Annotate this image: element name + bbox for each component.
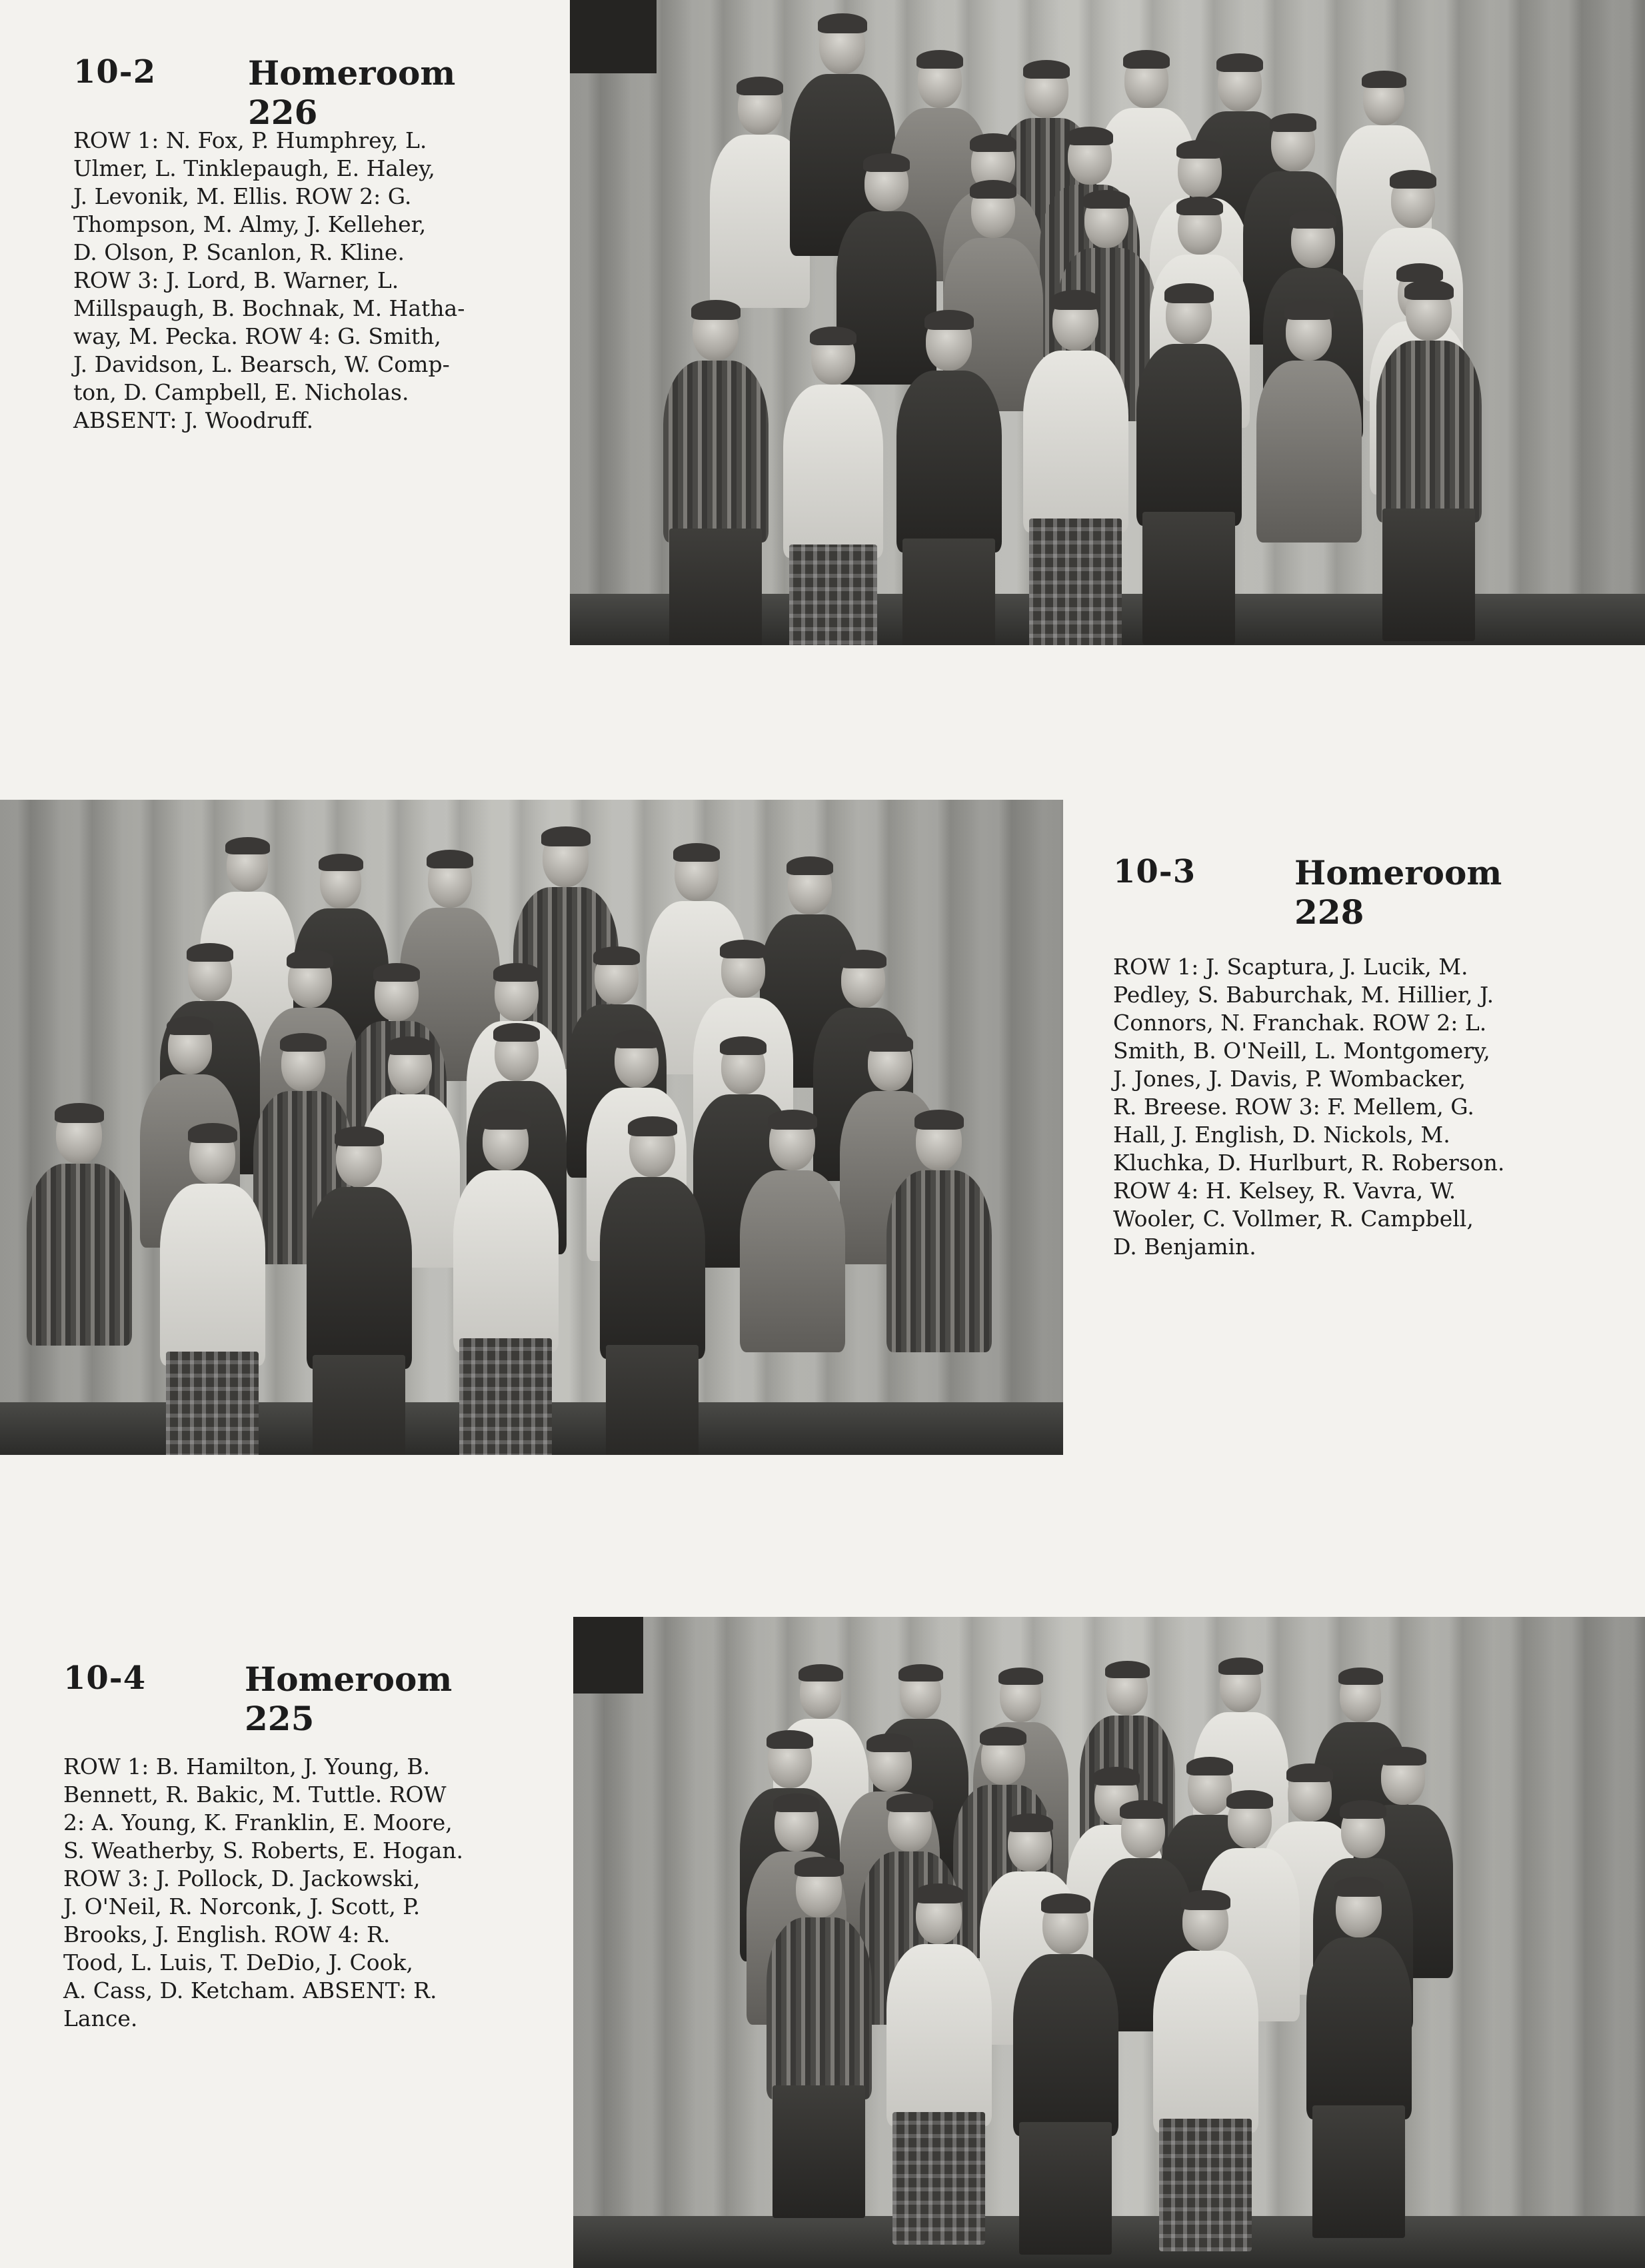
student-hair	[863, 153, 910, 172]
student-hair	[1176, 197, 1223, 215]
student-hair	[810, 327, 856, 345]
student-torso	[1306, 1937, 1412, 2119]
student-hair	[673, 843, 720, 862]
student-skirt	[1312, 2105, 1405, 2239]
names-line: Wooler, C. Vollmer, R. Campbell,	[1113, 1206, 1474, 1232]
student-hair	[541, 826, 591, 846]
student-hair	[998, 1668, 1043, 1686]
student-hair	[1006, 1813, 1053, 1832]
student-hair	[493, 963, 540, 982]
names-line: ROW 1: B. Hamilton, J. Young, B.	[63, 1753, 431, 1779]
student-hair	[970, 133, 1016, 152]
names-line: Brooks, J. English. ROW 4: R.	[63, 1921, 391, 1947]
student-hair	[167, 1016, 213, 1035]
student-hair	[1340, 1800, 1386, 1819]
names-line: J. Jones, J. Davis, P. Wombacker,	[1113, 1066, 1466, 1092]
student-hair	[187, 943, 233, 962]
student-torso	[663, 361, 769, 543]
homeroom-section-10-3	[0, 800, 1645, 1466]
student-hair	[188, 1123, 237, 1142]
student-hair	[799, 1664, 843, 1682]
names-line: Lance.	[63, 2005, 138, 2031]
student-skirt	[606, 1345, 699, 1455]
student-group	[573, 1617, 1645, 2268]
student-hair	[1218, 1658, 1263, 1676]
student-names	[73, 127, 520, 435]
student-torso	[307, 1187, 412, 1369]
names-line: 2: A. Young, K. Franklin, E. Moore,	[63, 1809, 453, 1835]
student-torso	[896, 371, 1002, 553]
student-torso	[1376, 341, 1482, 523]
student-torso	[600, 1177, 705, 1359]
student-hair	[1290, 210, 1336, 229]
student-torso	[767, 1917, 872, 2099]
student-hair	[319, 854, 363, 872]
names-line: ABSENT: J. Woodruff.	[73, 407, 314, 433]
student-hair	[795, 1857, 844, 1876]
student-hair	[886, 1793, 933, 1812]
student-torso	[453, 1170, 559, 1352]
names-line: Kluchka, D. Hurlburt, R. Roberson.	[1113, 1150, 1505, 1176]
names-line: Connors, N. Franchak. ROW 2: L.	[1113, 1010, 1487, 1036]
student-hair	[1404, 280, 1454, 299]
names-line: D. Olson, P. Scanlon, R. Kline.	[73, 239, 405, 265]
names-line: Thompson, M. Almy, J. Kelleher,	[73, 211, 427, 237]
student-hair	[840, 950, 886, 968]
student-hair	[768, 1110, 817, 1129]
student-hair	[916, 50, 963, 69]
student-hair	[980, 1727, 1026, 1745]
names-line: Smith, B. O'Neill, L. Montgomery,	[1113, 1038, 1490, 1064]
section-number: 10-4	[63, 1660, 147, 1697]
student-skirt	[459, 1338, 552, 1455]
student-hair	[613, 1030, 660, 1048]
student-hair	[720, 940, 767, 958]
class-photo	[573, 1617, 1645, 2268]
homeroom-title: Homeroom 228	[1294, 853, 1502, 932]
student-torso	[1023, 351, 1128, 533]
student-hair	[1051, 290, 1100, 309]
student-torso	[886, 1170, 992, 1352]
class-photo	[0, 800, 1063, 1455]
student-hair	[1226, 1790, 1273, 1809]
student-hair	[691, 300, 741, 319]
student-hair	[767, 1730, 813, 1749]
student-hair	[914, 1110, 964, 1129]
student-hair	[1023, 60, 1070, 79]
names-line: Ulmer, L. Tinklepaugh, E. Haley,	[73, 155, 435, 181]
class-photo	[570, 0, 1645, 645]
student-hair	[280, 1033, 327, 1052]
student-hair	[1105, 1661, 1150, 1679]
names-line: Bennett, R. Bakic, M. Tuttle. ROW	[63, 1781, 447, 1807]
names-line: Pedley, S. Baburchak, M. Hillier, J.	[1113, 982, 1494, 1008]
student-skirt	[1142, 512, 1235, 645]
student-hair	[1396, 263, 1443, 282]
student-hair	[787, 856, 833, 875]
names-line: Hall, J. English, D. Nickols, M.	[1113, 1122, 1450, 1148]
student-hair	[924, 310, 974, 329]
student-skirt	[166, 1352, 259, 1455]
student-hair	[55, 1103, 104, 1122]
student-hair	[1181, 1890, 1230, 1909]
section-number: 10-3	[1113, 853, 1196, 890]
student-hair	[773, 1793, 820, 1812]
student-hair	[1123, 50, 1170, 69]
student-hair	[335, 1126, 384, 1146]
student-hair	[287, 950, 333, 968]
names-line: ROW 1: N. Fox, P. Humphrey, L.	[73, 127, 427, 153]
names-line: ROW 1: J. Scaptura, J. Lucik, M.	[1113, 954, 1468, 980]
names-line: way, M. Pecka. ROW 4: G. Smith,	[73, 323, 441, 349]
student-skirt	[892, 2112, 985, 2245]
student-torso	[1153, 1951, 1258, 2133]
student-hair	[720, 1036, 767, 1055]
student-hair	[818, 13, 867, 33]
homeroom-title: Homeroom 225	[245, 1660, 453, 1738]
student-hair	[1093, 1767, 1140, 1785]
student-hair	[1120, 1800, 1166, 1819]
names-line: D. Benjamin.	[1113, 1234, 1256, 1260]
student-skirt	[1159, 2119, 1252, 2252]
student-hair	[387, 1036, 433, 1055]
student-hair	[1164, 283, 1214, 303]
student-group	[0, 800, 1063, 1455]
student-hair	[1284, 300, 1334, 319]
names-line: J. Davidson, L. Bearsch, W. Comp-	[73, 351, 450, 377]
student-torso	[1013, 1954, 1118, 2136]
student-torso	[160, 1184, 265, 1366]
student-hair	[373, 963, 420, 982]
student-names	[63, 1753, 523, 2033]
student-skirt	[1382, 509, 1475, 642]
names-line: Millspaugh, B. Bochnak, M. Hatha-	[73, 295, 465, 321]
student-skirt	[1019, 2122, 1112, 2255]
student-hair	[1338, 1668, 1383, 1686]
student-torso	[27, 1164, 132, 1346]
student-skirt	[902, 539, 995, 645]
student-names	[1113, 953, 1566, 1261]
student-hair	[970, 180, 1016, 199]
student-skirt	[669, 529, 762, 645]
student-skirt	[313, 1355, 405, 1455]
names-line: S. Weatherby, S. Roberts, E. Hogan.	[63, 1837, 464, 1863]
student-hair	[225, 837, 270, 855]
student-hair	[1362, 71, 1406, 89]
student-skirt	[789, 545, 877, 645]
student-hair	[1380, 1747, 1426, 1765]
student-group	[570, 0, 1645, 645]
names-line: ROW 3: J. Lord, B. Warner, L.	[73, 267, 399, 293]
student-hair	[914, 1883, 964, 1903]
names-line: ROW 3: J. Pollock, D. Jackowski,	[63, 1865, 421, 1891]
student-skirt	[1029, 519, 1122, 645]
student-hair	[737, 77, 783, 95]
student-hair	[481, 1110, 531, 1129]
student-hair	[898, 1664, 943, 1682]
caption-10-2	[73, 53, 520, 453]
names-line: ROW 4: H. Kelsey, R. Vavra, W.	[1113, 1178, 1456, 1204]
student-torso	[886, 1944, 992, 2126]
student-skirt	[773, 2085, 865, 2219]
student-hair	[1390, 170, 1436, 189]
student-hair	[628, 1116, 677, 1136]
caption-10-4	[63, 1660, 523, 2059]
student-torso	[1136, 344, 1242, 526]
student-hair	[1334, 1877, 1384, 1896]
section-number: 10-2	[73, 53, 157, 91]
names-line: Tood, L. Luis, T. DeDio, J. Cook,	[63, 1949, 413, 1975]
student-hair	[1041, 1893, 1090, 1913]
names-line: J. O'Neil, R. Norconk, J. Scott, P.	[63, 1893, 421, 1919]
student-hair	[1066, 127, 1113, 145]
student-hair	[1286, 1763, 1333, 1782]
homeroom-title: Homeroom 226	[248, 53, 456, 132]
student-hair	[1186, 1757, 1233, 1775]
student-hair	[1176, 140, 1223, 159]
student-hair	[866, 1033, 913, 1052]
student-hair	[427, 850, 473, 868]
student-torso	[740, 1170, 845, 1352]
homeroom-section-10-4	[0, 1613, 1645, 2268]
caption-10-3	[1113, 853, 1566, 1260]
homeroom-section-10-2	[0, 0, 1645, 653]
student-hair	[593, 946, 640, 965]
names-line: R. Breese. ROW 3: F. Mellem, G.	[1113, 1094, 1474, 1120]
names-line: A. Cass, D. Ketcham. ABSENT: R.	[63, 1977, 437, 2003]
names-line: J. Levonik, M. Ellis. ROW 2: G.	[73, 183, 412, 209]
student-torso	[1256, 361, 1362, 543]
student-hair	[493, 1023, 540, 1042]
student-hair	[866, 1733, 913, 1752]
student-hair	[1270, 113, 1316, 132]
student-hair	[1083, 190, 1130, 209]
names-line: ton, D. Campbell, E. Nicholas.	[73, 379, 409, 405]
student-hair	[1216, 53, 1263, 72]
student-torso	[783, 385, 883, 558]
